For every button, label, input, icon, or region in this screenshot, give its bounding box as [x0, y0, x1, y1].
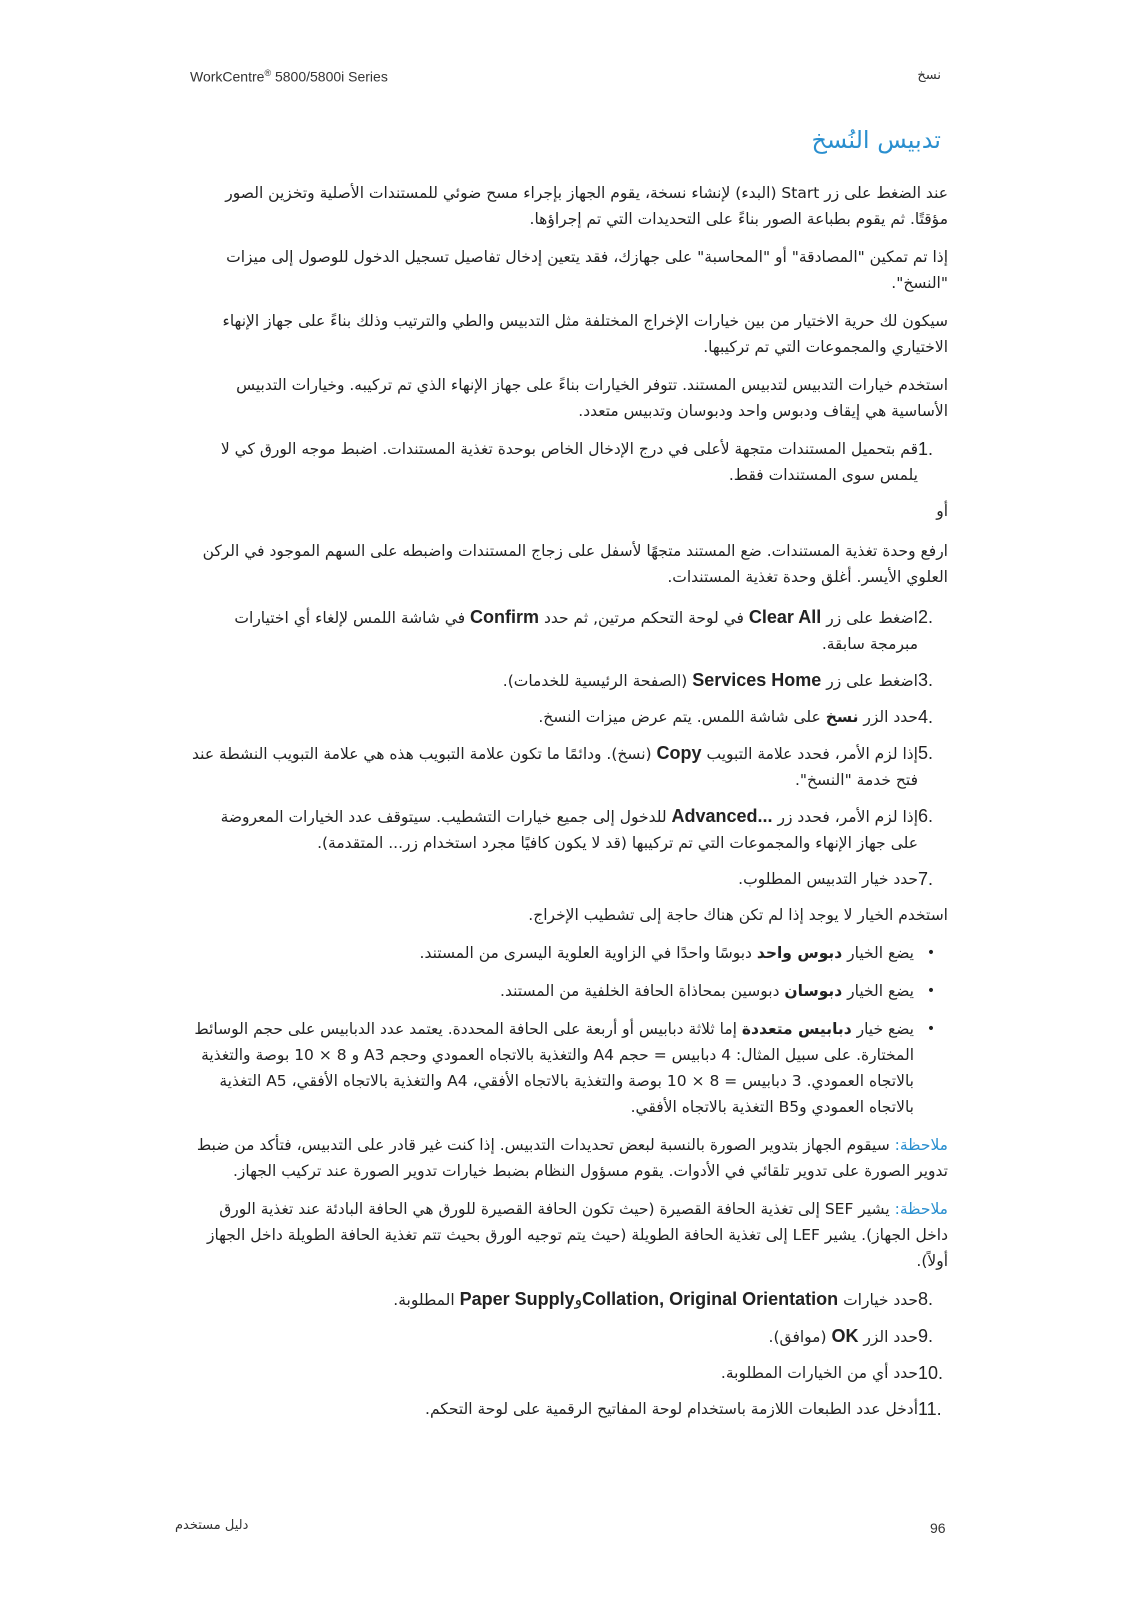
step-text-part: في شاشة اللمس لإلغاء أي اختيارات مبرمجة سابقة.	[234, 609, 918, 653]
step-text-part: في لوحة التحكم مرتين, ثم حدد	[539, 609, 749, 627]
step-text-part: اضغط على زر	[821, 672, 918, 690]
step-8	[190, 1286, 948, 1313]
step-text-part: المطلوبة.	[393, 1291, 460, 1309]
step-number: 9.	[918, 1326, 934, 1346]
note-text: سيقوم الجهاز بتدوير الصورة بالنسبة لبعض تحديدات التدبيس. إذا كنت غير قادر على التدبيس، فتأكد من ضبط تدوير الصورة على تدوير تلقائي في الأدوات. يقوم مسؤول النظام بضبط خيارات تدوير الصورة عند تركيب الجهاز.	[196, 1136, 948, 1180]
step-number: 11.	[918, 1399, 942, 1419]
button-name-services-home: Services Home	[692, 670, 822, 690]
bullet-text-part: إما ثلاثة دبابيس أو أربعة على الحافة المحددة. يعتمد عدد الدبابيس على حجم الوسائط المختارة. على سبيل المثال: 4 دبابيس = حجم A4 والتغذية بالاتجاه العمودي وحجم A3 و 8 × 10 بوصة والتغذية بالاتجاه العمودي. 3 دبابيس = 8 × 10 بوصة والتغذية بالاتجاه الأفقي، A4 والتغذية بالاتجاه الأفقي، A5 التغذية بالاتجاه العمودي وB5 التغذية بالاتجاه الأفقي.	[194, 1020, 914, 1116]
step-4	[190, 704, 948, 730]
bullet-text-part: يضع خيار	[851, 1020, 914, 1038]
step-number: 2.	[918, 607, 934, 627]
bullet-item	[190, 1016, 948, 1120]
step-text-part: للدخول إلى جميع خيارات التشطيب. سيتوقف عدد الخيارات المعروضة على جهاز الإنهاء والمجموعات التي تم تركيبها (قد لا يكون كافيًا مجرد استخدام زر... المتقدمة).	[220, 808, 918, 852]
intro-paragraph-1: عند الضغط على زر Start (البدء) لإنشاء نسخة، يقوم الجهاز بإجراء مسح ضوئي للمستندات الأصلية وتخزين الصور مؤقتًا. ثم يقوم بطباعة الصور بناءً على التحديدات التي تم إجراؤها.	[225, 184, 948, 228]
bullet-item	[190, 978, 948, 1004]
bullet-item	[190, 940, 948, 966]
tab-name-copy: Copy	[656, 743, 702, 763]
step-text	[190, 740, 918, 793]
step-text-part: على شاشة اللمس. يتم عرض ميزات النسخ.	[538, 708, 826, 726]
note-2	[190, 1196, 948, 1274]
page-title: تدبيس النُسخ	[811, 126, 941, 154]
step-10	[190, 1360, 948, 1386]
step-text-part: و	[574, 1291, 583, 1309]
step-11	[190, 1396, 948, 1422]
step-text: قم بتحميل المستندات متجهة لأعلى في درج الإدخال الخاص بوحدة تغذية المستندات. اضبط موجه الورق كي لا يلمس سوى المستندات فقط.	[220, 440, 918, 484]
option-name: دبوسان	[784, 982, 843, 1000]
step-3	[190, 667, 948, 694]
intro-paragraph-2: إذا تم تمكين "المصادقة" أو "المحاسبة" على جهازك، فقد يتعين إدخال تفاصيل تسجيل الدخول للوصول إلى ميزات "النسخ".	[226, 248, 948, 292]
note-label: ملاحظة:	[894, 1136, 948, 1154]
step-number: 7.	[918, 869, 934, 889]
step-number: 1.	[918, 439, 934, 459]
step-text: أدخل عدد الطبعات اللازمة باستخدام لوحة المفاتيح الرقمية على لوحة التحكم.	[425, 1400, 918, 1418]
button-name-confirm: Confirm	[470, 607, 540, 627]
step-number: 6.	[918, 806, 934, 826]
option-name-paper-supply: Paper Supply	[459, 1289, 575, 1309]
button-name-clear-all: Clear All	[748, 607, 822, 627]
step-text: حدد أي من الخيارات المطلوبة.	[720, 1364, 918, 1382]
intro-paragraph-3: سيكون لك حرية الاختيار من بين خيارات الإخراج المختلفة مثل التدبيس والطي والترتيب وذلك بناءً على جهاز الإنهاء الاختياري والمجموعات التي تم تركيبها.	[222, 312, 948, 356]
bullet-icon: •	[926, 945, 936, 961]
bullet-text	[190, 940, 914, 966]
step-text-part: (نسخ). ودائمًا ما تكون علامة التبويب هذه هي علامة التبويب النشطة عند فتح خدمة "النسخ".	[192, 745, 918, 789]
note-label: ملاحظة:	[894, 1200, 948, 1218]
none-option-text: استخدم الخيار لا يوجد إذا لم تكن هناك حاجة إلى تشطيب الإخراج.	[528, 906, 948, 924]
step-5	[190, 740, 948, 793]
option-name: دبابيس متعددة	[741, 1020, 852, 1038]
step-text: حدد خيار التدبيس المطلوب.	[738, 870, 918, 888]
step-text	[190, 704, 918, 730]
note-1	[190, 1132, 948, 1184]
button-name-copy: نسخ	[825, 708, 859, 726]
bullet-text	[190, 1016, 914, 1120]
product-name: WorkCentre	[190, 68, 265, 85]
step-text-part: إذا لزم الأمر، فحدد علامة التبويب	[701, 745, 918, 763]
step-text-part: (موافق).	[768, 1328, 832, 1346]
intro-paragraph-4: استخدم خيارات التدبيس لتدبيس المستند. تتوفر الخيارات بناءً على جهاز الإنهاء الذي تم تركيبه. وخيارات التدبيس الأساسية هي إيقاف ودبوس واحد ودبوسان وتدبيس متعدد.	[236, 376, 948, 420]
registered-mark: ®	[264, 68, 272, 78]
step-7	[190, 866, 948, 892]
bullet-text-part: دبوسًا واحدًا في الزاوية العلوية اليسرى من المستند.	[419, 944, 757, 962]
step-number: 4.	[918, 707, 934, 727]
header-section: نسخ	[917, 68, 941, 83]
step-6	[190, 803, 948, 856]
footer-guide-label: دليل مستخدم	[175, 1518, 249, 1533]
step-number: 10.	[918, 1363, 944, 1383]
header-product	[190, 68, 388, 85]
step-text	[190, 803, 918, 856]
step-text-part: حدد خيارات	[838, 1291, 918, 1309]
bullet-text-part: يضع الخيار	[842, 982, 914, 1000]
step-text-part: إذا لزم الأمر، فحدد زر	[772, 808, 918, 826]
option-names: Collation, Original Orientation	[582, 1289, 839, 1309]
bullet-text-part: يضع الخيار	[842, 944, 914, 962]
option-name: دبوس واحد	[756, 944, 843, 962]
step-text-part: (الصفحة الرئيسية للخدمات).	[502, 672, 693, 690]
step-text-part: حدد الزر	[858, 1328, 918, 1346]
step-number: 8.	[918, 1289, 934, 1309]
note-text: يشير SEF إلى تغذية الحافة القصيرة (حيث تكون الحافة القصيرة للورق هي الحافة البادئة عند تغذية الورق داخل الجهاز). يشير LEF إلى تغذية الحافة الطويلة (حيث يتم توجيه الورق بحيث تتم تغذية الحافة الطويلة داخل الجهاز أولاً).	[206, 1200, 948, 1270]
step-number: 3.	[918, 670, 934, 690]
product-series: 5800/5800i Series	[271, 68, 388, 85]
step-text	[190, 604, 918, 657]
step-text	[190, 667, 918, 694]
button-name-ok: OK	[831, 1326, 859, 1346]
step-2	[190, 604, 948, 657]
step-text-part: اضغط على زر	[821, 609, 918, 627]
step-text	[190, 1323, 918, 1350]
step-text-part: حدد الزر	[858, 708, 918, 726]
step-number: 5.	[918, 743, 934, 763]
bullet-icon: •	[926, 983, 936, 999]
step-9	[190, 1323, 948, 1350]
bullet-icon: •	[926, 1021, 936, 1037]
button-name-advanced: ...Advanced	[671, 806, 773, 826]
page-content	[190, 180, 948, 1432]
bullet-text	[190, 978, 914, 1004]
step-1-alternative: ارفع وحدة تغذية المستندات. ضع المستند متجهًا لأسفل على زجاج المستندات واضبطه على السهم الموجود في الركن العلوي الأيسر. أغلق وحدة تغذية المستندات.	[202, 542, 948, 586]
bullet-text-part: دبوسين بمحاذاة الحافة الخلفية من المستند.	[500, 982, 785, 1000]
or-separator: أو	[936, 502, 948, 520]
step-text	[190, 1286, 918, 1313]
page-number: 96	[930, 1520, 946, 1536]
step-1	[190, 436, 948, 488]
